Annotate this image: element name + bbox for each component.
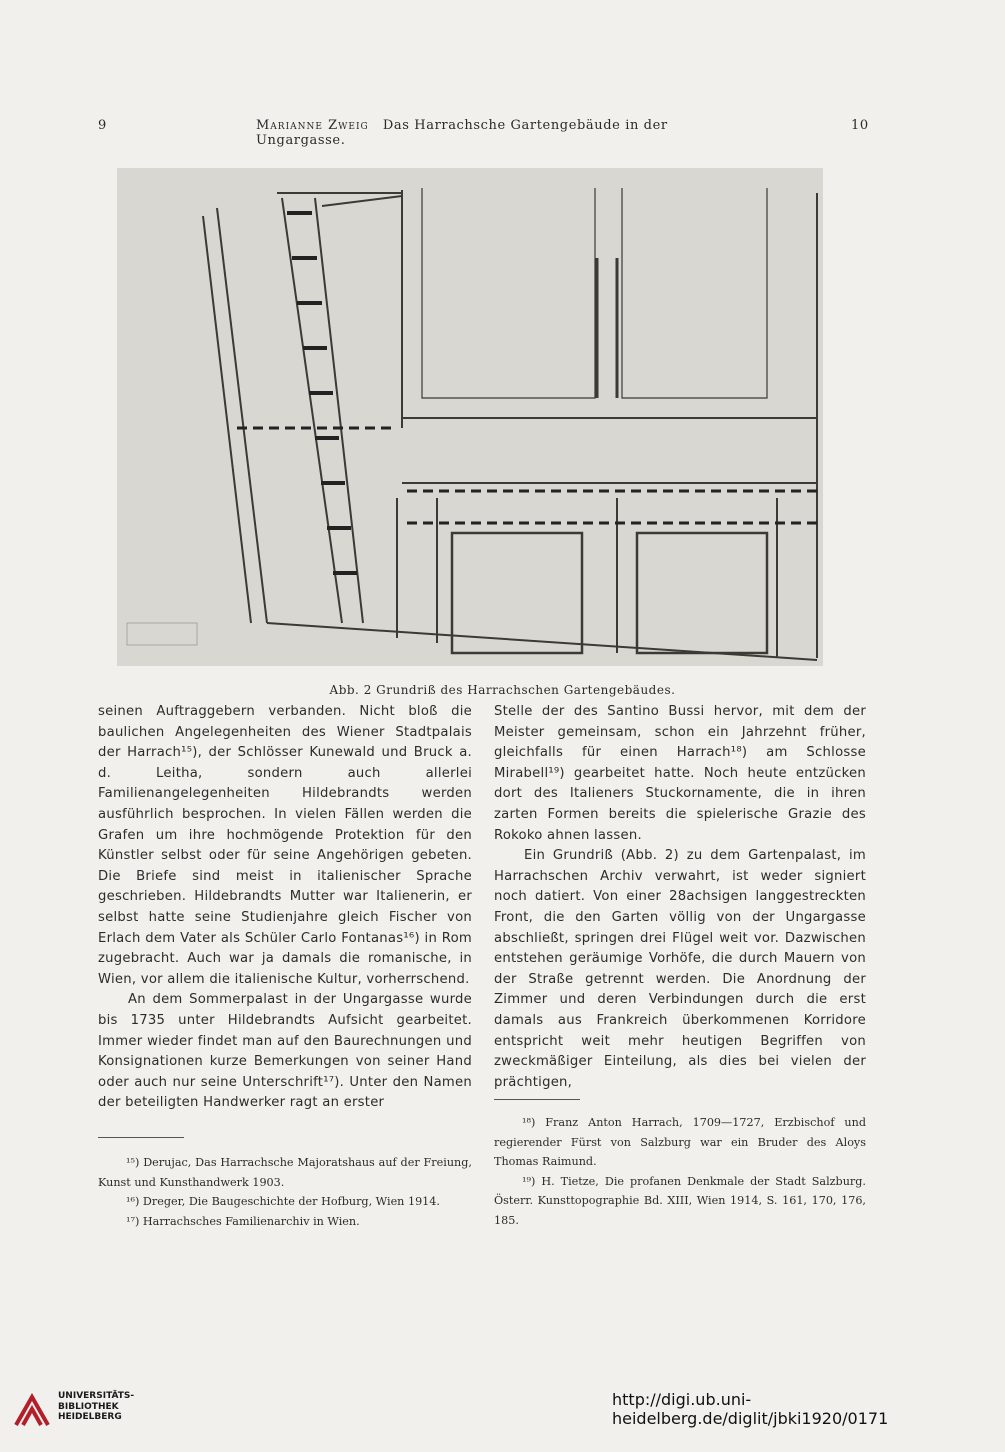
header-author: Marianne Zweig: [256, 118, 369, 133]
library-logo: [12, 1387, 142, 1437]
page-number-left: 9: [98, 118, 107, 133]
footnotes-right: [494, 1113, 866, 1230]
paragraph: Stelle der des Santino Bussi hervor, mit dem der Meister gemeinsam, schon ein Jahrzehnt früher, gleichfalls für einen Harrach¹⁸) am Schlosse Mirabell¹⁹) gearbeitet hatte. Noch heute entzücken dort des Italieners Stuckornamente, die in ihren zarten Formen bereits die spielerische Grazie des Rokoko ahnen lassen.: [494, 704, 866, 843]
library-emblem-icon: [12, 1391, 52, 1431]
footnote: ¹⁷) Harrachsches Familienarchiv in Wien.: [126, 1214, 360, 1228]
floor-plan-figure: [117, 168, 823, 666]
source-url[interactable]: http://digi.ub.uni-heidelberg.de/diglit/jbki1920/0171: [612, 1390, 889, 1428]
footnote: ¹⁹) H. Tietze, Die profanen Denkmale der Stadt Salzburg. Österr. Kunsttopographie Bd. XIII, Wien 1914, S. 161, 170, 176, 185.: [494, 1174, 866, 1227]
body-column-left: [98, 702, 472, 1114]
footnote-rule-right: [494, 1099, 580, 1100]
header-title-line: [256, 118, 756, 148]
library-name: [58, 1391, 134, 1423]
paragraph: An dem Sommerpalast in der Ungargasse wurde bis 1735 unter Hildebrandts Aufsicht gearbeitet. Immer wieder findet man auf den Baurechnungen und Konsignationen kurze Bemerkungen von seiner Hand oder auch nur seine Unterschrift¹⁷). Unter den Namen der beteiligten Handwerker ragt an erster: [98, 992, 472, 1111]
footnote: ¹⁵) Derujac, Das Harrachsche Majoratshaus auf der Freiung, Kunst und Kunsthandwerk 1903.: [98, 1156, 472, 1189]
page-number-right: 10: [851, 118, 869, 133]
floor-plan-drawing: [117, 168, 823, 666]
footnote: ¹⁶) Dreger, Die Baugeschichte der Hofburg, Wien 1914.: [126, 1195, 440, 1208]
footnote-rule-left: [98, 1137, 184, 1138]
paragraph: seinen Auftraggebern verbanden. Nicht bloß die baulichen Angelegenheiten des Wiener Stadtpalais der Harrach¹⁵), der Schlösser Kunewald und Bruck a. d. Leitha, sondern auch allerlei Familienangelegenheiten Hildebrandts werden ausführlich besprochen. In vielen Fällen werden die Grafen um ihre hochmögende Protektion für den Künstler selbst oder für seine Angehörigen gebeten. Die Briefe sind meist in italienischer Sprache geschrieben. Hildebrandts Mutter war Italienerin, er selbst hatte seine Studienjahre gleich Fischer von Erlach dem Vater als Schüler Carlo Fontanas¹⁶) in Rom zugebracht. Auch war ja damals die romanische, in Wien, vor allem die italienische Kultur, vorherrschend.: [98, 704, 472, 987]
footnote: ¹⁸) Franz Anton Harrach, 1709—1727, Erzbischof und regierender Fürst von Salzburg war ein Bruder des Aloys Thomas Raimund.: [494, 1116, 866, 1168]
library-name-line: UNIVERSITÄTS-: [58, 1391, 135, 1401]
paragraph: Ein Grundriß (Abb. 2) zu dem Gartenpalast, im Harrachschen Archiv verwahrt, ist weder signiert noch datiert. Von einer 28achsigen langgestreckten Front, die den Garten völlig von der Ungargasse abschließt, springen drei Flügel weit vor. Dazwischen entstehen geräumige Vorhöfe, die durch Mauern von der Straße getrennt werden. Die Anordnung der Zimmer und deren Verbindungen durch die erst damals aus Frankreich überkommenen Korridore entspricht weit mehr heutigen Begriffen von zweckmäßiger Einteilung, als dies bei vielen der prächtigen,: [494, 848, 866, 1090]
body-column-right: [494, 702, 866, 1093]
figure-caption: Abb. 2 Grundriß des Harrachschen Gartengebäudes.: [329, 683, 676, 697]
footnotes-left: [98, 1153, 472, 1231]
header-title: Das Harrachsche Gartengebäude in der Ungargasse.: [256, 118, 668, 148]
library-name-line: HEIDELBERG: [58, 1412, 122, 1422]
library-name-line: BIBLIOTHEK: [58, 1401, 119, 1412]
